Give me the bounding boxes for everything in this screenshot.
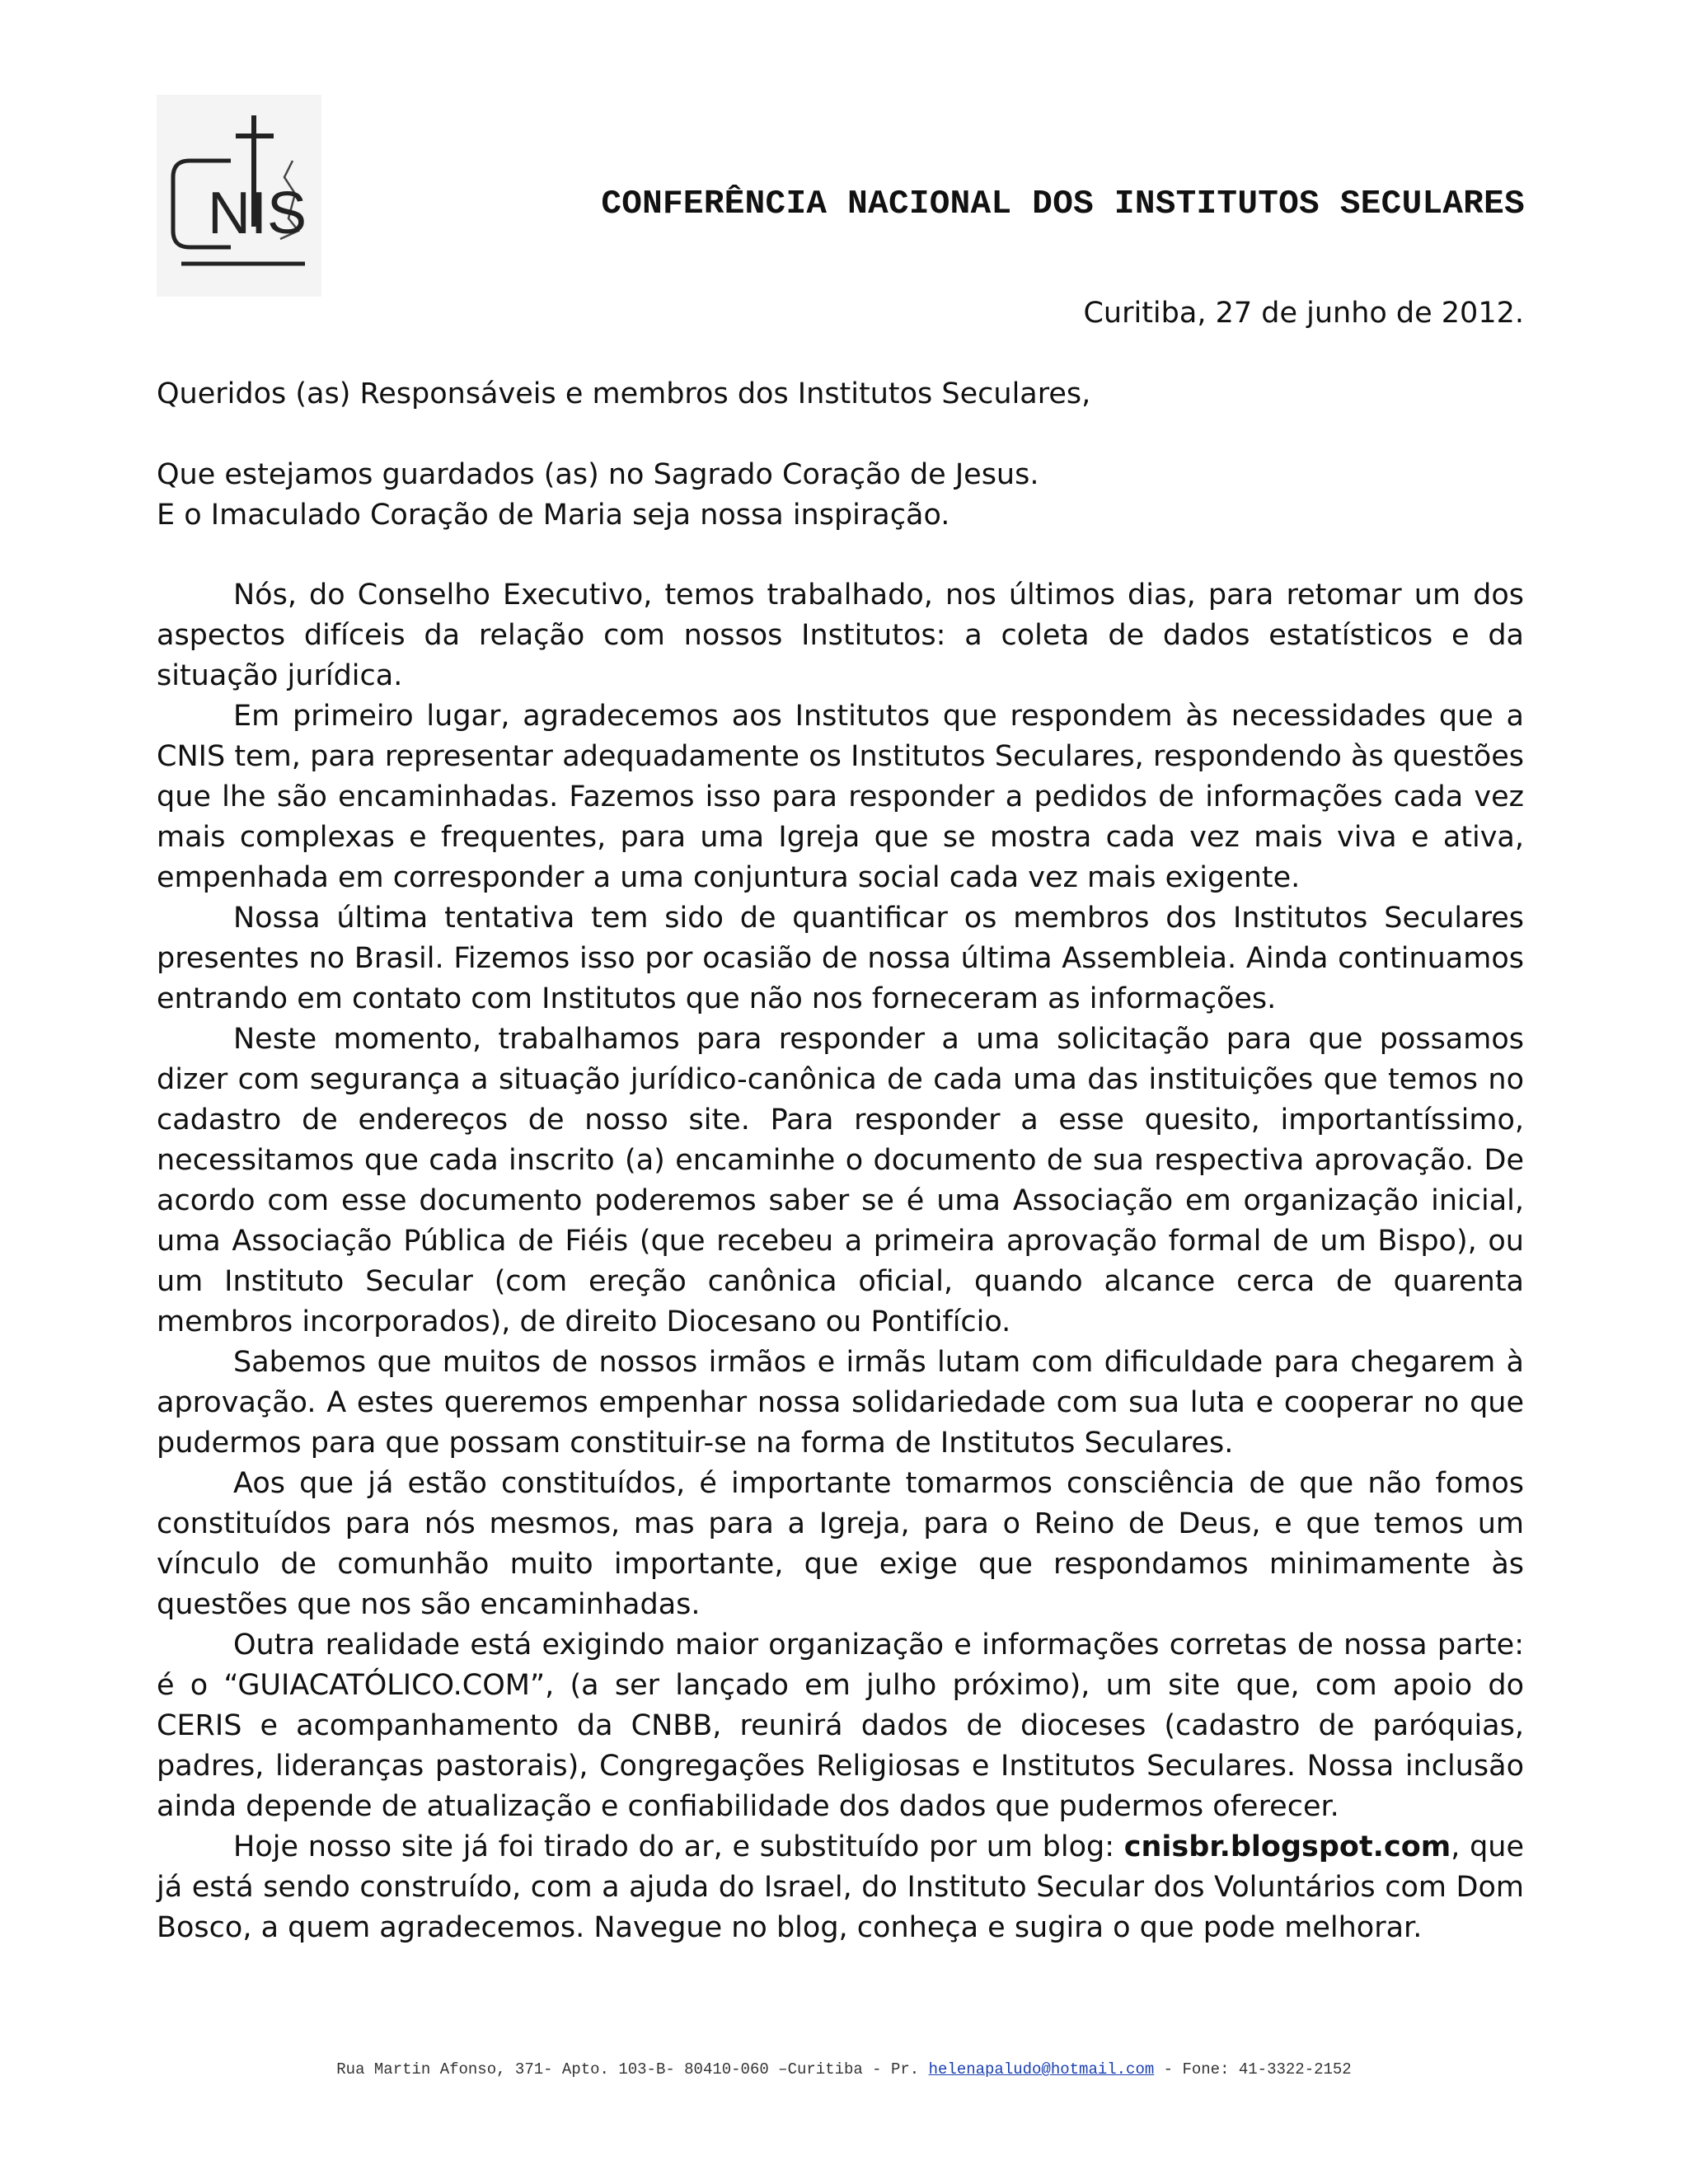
blog-text-after: , que já está sendo construído, com a ajuda do Israel, do Instituto Secular dos Voluntários com Dom Bosco, a quem agradecemos. Navegue no blog, conheça e sugira o que pode melhorar. — [157, 1830, 1524, 1944]
cnis-logo — [157, 95, 321, 297]
paragraph: Nossa última tentativa tem sido de quantificar os membros dos Institutos Seculares presentes no Brasil. Fizemos isso por ocasião de nossa última Assembleia. Ainda continuamos entrando em contato com Institutos que não nos forneceram as informações. — [157, 902, 1524, 1015]
blessing-line-1: Que estejamos guardados (as) no Sagrado Coração de Jesus. — [157, 458, 1039, 491]
greeting: Queridos (as) Responsáveis e membros dos Institutos Seculares, — [157, 377, 1091, 410]
paragraph: Outra realidade está exigindo maior organização e informações corretas de nossa parte: é o “GUIACATÓLICO.COM”, (a ser lançado em julho próximo), um site que, com apoio do CERIS e acompanhamento da CNBB, reunirá dados de dioceses (cadastro de paróquias, padres, lideranças pastorais), Congregações Religiosas e Institutos Seculares. Nossa inclusão ainda depende de atualização e confiabilidade dos dados que pudermos oferecer. — [157, 1629, 1524, 1823]
svg-text:NIS: NIS — [208, 180, 307, 246]
footer-address: Rua Martin Afonso, 371- Apto. 103-B- 80410-060 –Curitiba - Pr. — [336, 2060, 929, 2079]
blog-text-before: Hoje nosso site já foi tirado do ar, e substituído por um blog: — [233, 1830, 1124, 1863]
footer-phone: - Fone: 41-3322-2152 — [1154, 2060, 1352, 2079]
letter-date: Curitiba, 27 de junho de 2012. — [1083, 297, 1524, 330]
footer — [0, 2060, 1688, 2079]
paragraph: Neste momento, trabalhamos para responder a uma solicitação para que possamos dizer com segurança a situação jurídico-canônica de cada uma das instituições que temos no cadastro de endereços de nosso site. Para responder a esse quesito, importantíssimo, necessitamos que cada inscrito (a) encaminhe o documento de sua respectiva aprovação. De acordo com esse documento poderemos saber se é uma Associação em organização inicial, uma Associação Pública de Fiéis (que recebeu a primeira aprovação formal de um Bispo), ou um Instituto Secular (com ereção canônica oficial, quando alcance cerca de quarenta membros incorporados), de direito Diocesano ou Pontifício. — [157, 1023, 1524, 1338]
blog-address: cnisbr.blogspot.com — [1123, 1830, 1451, 1863]
paragraph-blog — [157, 1827, 1524, 1948]
paragraph: Em primeiro lugar, agradecemos aos Institutos que respondem às necessidades que a CNIS tem, para representar adequadamente os Institutos Seculares, respondendo às questões que lhe são encaminhadas. Fazemos isso para responder a pedidos de informações cada vez mais complexas e frequentes, para uma Igreja que se mostra cada vez mais viva e ativa, empenhada em corresponder a uma conjuntura social cada vez mais exigente. — [157, 700, 1524, 894]
paragraph: Aos que já estão constituídos, é importante tomarmos consciência de que não fomos constituídos para nós mesmos, mas para a Igreja, para o Reino de Deus, e que temos um vínculo de comunhão muito importante, que exige que respondamos minimamente às questões que nos são encaminhadas. — [157, 1467, 1524, 1621]
footer-email-link[interactable]: helenapaludo@hotmail.com — [928, 2060, 1155, 2079]
letter-body — [157, 575, 1524, 1948]
blessing-line-2: E o Imaculado Coração de Maria seja nossa inspiração. — [157, 499, 950, 532]
paragraph: Nós, do Conselho Executivo, temos trabalhado, nos últimos dias, para retomar um dos aspectos difíceis da relação com nossos Institutos: a coleta de dados estatísticos e da situação jurídica. — [157, 579, 1524, 692]
paragraph: Sabemos que muitos de nossos irmãos e irmãs lutam com dificuldade para chegarem à aprovação. A estes queremos empenhar nossa solidariedade com sua luta e cooperar no que pudermos para que possam constituir-se na forma de Institutos Seculares. — [157, 1346, 1524, 1460]
organization-title: CONFERÊNCIA NACIONAL DOS INSTITUTOS SECULARES — [601, 185, 1525, 223]
